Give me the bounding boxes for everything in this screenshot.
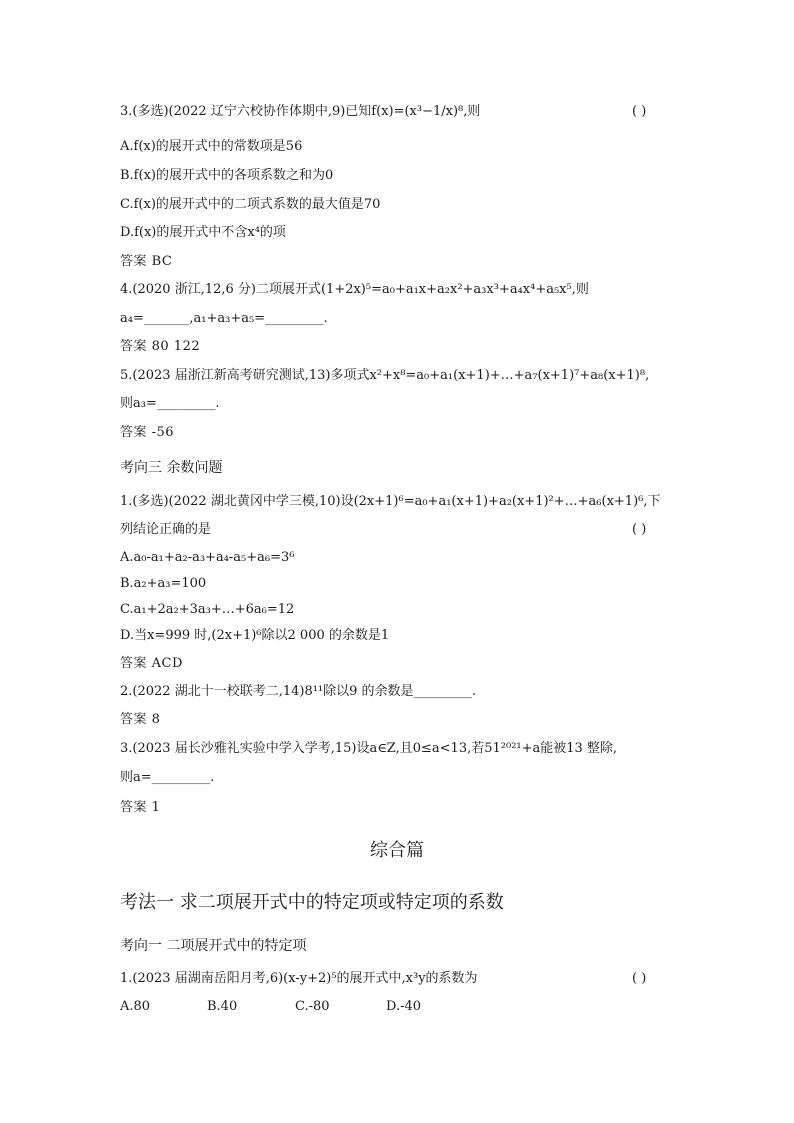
method-one-heading: 考法一 求二项展开式中的特定项或特定项的系数 — [120, 892, 504, 913]
q4-blank-line: a₄=_______,a₁+a₃+a₅=_________. — [120, 311, 328, 326]
c1-option-b: B.40 — [207, 999, 238, 1014]
r1-option-c: C.a₁+2a₂+3a₃+…+6a₆=12 — [120, 602, 295, 617]
r1-option-b: B.a₂+a₃=100 — [120, 576, 207, 591]
q3-option-c: C.f(x)的展开式中的二项式系数的最大值是70 — [120, 197, 381, 212]
q3-answer-paren: ( ) — [632, 104, 647, 119]
q4-stem: 4.(2020 浙江,12,6 分)二项展开式(1+2x)⁵=a₀+a₁x+a₂x²+a₃x³+a₄x⁴+a₅x⁵,则 — [120, 282, 589, 297]
q5-stem: 5.(2023 届浙江新高考研究测试,13)多项式x²+x⁸=a₀+a₁(x+1)+…+a₇(x+1)⁷+a₈(x+1)⁸, — [120, 368, 650, 383]
q3-stem: 3.(多选)(2022 辽宁六校协作体期中,9)已知f(x)=(x³−1/x)⁸,则 — [120, 104, 481, 119]
q3-option-d: D.f(x)的展开式中不含x⁴的项 — [120, 225, 286, 240]
q3-answer: 答案 BC — [120, 254, 173, 269]
r1-stem-line2: 列结论正确的是 — [120, 522, 212, 537]
c1-answer-paren: ( ) — [632, 971, 647, 986]
c1-option-c: C.-80 — [295, 999, 330, 1014]
q3-option-a: A.f(x)的展开式中的常数项是56 — [120, 139, 303, 154]
r1-option-d: D.当x=999 时,(2x+1)⁶除以2 000 的余数是1 — [120, 628, 390, 643]
q4-answer: 答案 80 122 — [120, 339, 201, 354]
q3-option-b: B.f(x)的展开式中的各项系数之和为0 — [120, 168, 334, 183]
c1-option-d: D.-40 — [386, 999, 422, 1014]
r2-answer: 答案 8 — [120, 712, 161, 727]
r1-option-a: A.a₀-a₁+a₂-a₃+a₄-a₅+a₆=3⁶ — [120, 550, 295, 565]
section-comprehensive-title: 综合篇 — [370, 840, 424, 861]
r2-stem: 2.(2022 湖北十一校联考二,14)8¹¹除以9 的余数是_________. — [120, 684, 477, 699]
r3-answer: 答案 1 — [120, 800, 161, 815]
c1-option-a: A.80 — [120, 999, 151, 1014]
r1-answer-paren: ( ) — [632, 522, 647, 537]
r1-answer: 答案 ACD — [120, 656, 183, 671]
r3-blank-line: 则a=_________. — [120, 770, 215, 785]
r1-stem-line1: 1.(多选)(2022 湖北黄冈中学三模,10)设(2x+1)⁶=a₀+a₁(x+1)+a₂(x+1)²+…+a₆(x+1)⁶,下 — [120, 494, 661, 509]
r3-stem: 3.(2023 届长沙雅礼实验中学入学考,15)设a∈Z,且0≤a<13,若51²⁰²¹+a能被13 整除, — [120, 741, 618, 756]
q5-answer: 答案 -56 — [120, 425, 175, 440]
direction-one-heading: 考向一 二项展开式中的特定项 — [120, 938, 307, 954]
section-remainder-heading: 考向三 余数问题 — [120, 460, 223, 476]
c1-stem: 1.(2023 届湖南岳阳月考,6)(x-y+2)⁵的展开式中,x³y的系数为 — [120, 971, 478, 986]
q5-blank-line: 则a₃=_________. — [120, 396, 220, 411]
